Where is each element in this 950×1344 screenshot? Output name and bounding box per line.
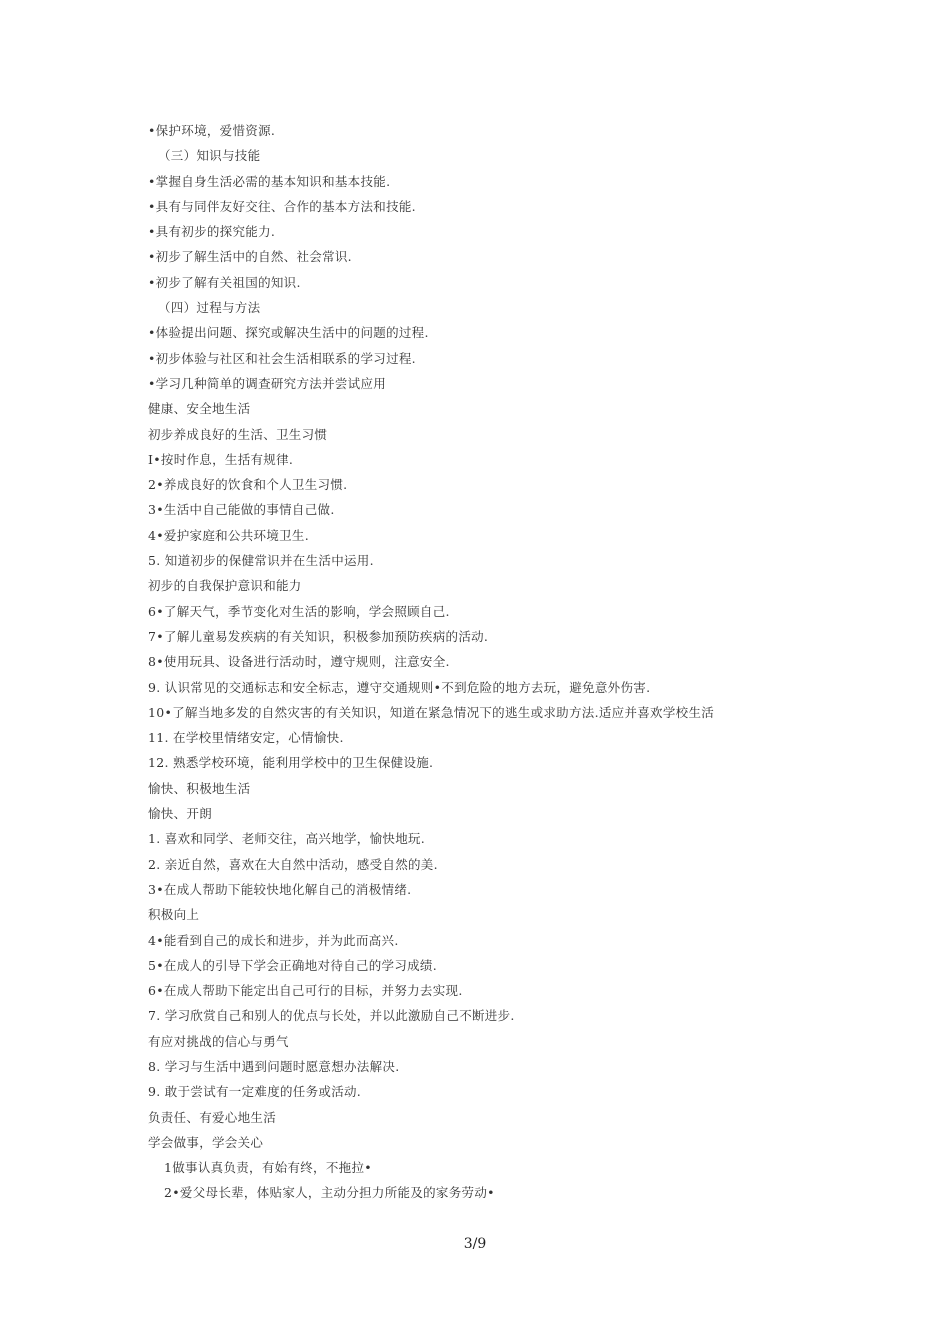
text-line: •具有初步的探究能力. (148, 224, 276, 240)
list-item: 6•了解天气，季节变化对生活的影响，学会照顾自己. (148, 603, 450, 619)
text-line: •具有与同伴友好交往、合作的基本方法和技能. (148, 198, 416, 214)
subheading: 愉快、开朗 (148, 806, 213, 822)
list-item: 11. 在学校里情绪安定，心情愉快. (148, 730, 344, 746)
list-item: 2•养成良好的饮食和个人卫生习惯. (148, 477, 348, 493)
list-item: 5. 知道初步的保健常识并在生活中运用. (148, 553, 374, 569)
list-item: 3•生活中自己能做的事情自己做. (148, 502, 335, 518)
list-item: 2. 亲近自然，喜欢在大自然中活动，感受自然的美. (148, 856, 438, 872)
list-item: 10•了解当地多发的自然灾害的有关知识，知道在紧急情况下的逃生或求助方法.适应并喜欢学校生活 (148, 704, 715, 720)
list-item: 1做事认真负责，有始有终，不拖拉• (164, 1160, 372, 1176)
list-item: 12. 熟悉学校环境，能利用学校中的卫生保健设施. (148, 755, 434, 771)
subheading: 积极向上 (148, 907, 200, 923)
list-item: 9. 敢于尝试有一定难度的任务或活动. (148, 1084, 362, 1100)
document-body (148, 118, 908, 1206)
text-line: •保护环境，爱惜资源. (148, 123, 276, 138)
list-item: 8•使用玩具、设备进行活动时，遵守规则，注意安全. (148, 654, 450, 670)
text-line: •初步体验与社区和社会生活相联系的学习过程. (148, 350, 416, 366)
subheading: 有应对挑战的信心与勇气 (148, 1033, 289, 1049)
list-item: 1. 喜欢和同学、老师交往，高兴地学，愉快地玩. (148, 831, 426, 847)
text-line: •掌握自身生活必需的基本知识和基本技能. (148, 173, 391, 189)
subheading: 负责任、有爱心地生活 (148, 1109, 277, 1125)
list-item: 8. 学习与生活中遇到问题时愿意想办法解决. (148, 1058, 400, 1074)
text-line: •学习几种简单的调查研究方法并尝试应用 (148, 375, 387, 391)
list-item: 7•了解儿童易发疾病的有关知识，积极参加预防疾病的活动. (148, 628, 489, 644)
section-heading: （三）知识与技能 (158, 148, 261, 164)
list-item: 6•在成人帮助下能定出自己可行的目标，并努力去实现. (148, 983, 463, 999)
subheading: 初步养成良好的生活、卫生习惯 (148, 426, 328, 442)
text-line: •初步了解生活中的自然、社会常识. (148, 249, 352, 265)
list-item: 3•在成人帮助下能较快地化解自己的消极情绪. (148, 881, 412, 897)
list-item: 7. 学习欣赏自己和别人的优点与长处，并以此激励自己不断进步. (148, 1008, 515, 1024)
list-item: 2•爱父母长辈，体贴家人，主动分担力所能及的家务劳动• (164, 1185, 495, 1201)
section-heading: （四）过程与方法 (158, 300, 261, 316)
list-item: 4•能看到自己的成长和进步，并为此而高兴. (148, 932, 399, 948)
list-item: 5•在成人的引导下学会正确地对待自己的学习成绩. (148, 957, 437, 973)
subheading: 愉快、积极地生活 (148, 780, 251, 796)
subheading: 学会做事，学会关心 (148, 1134, 264, 1150)
text-line: •初步了解有关祖国的知识. (148, 274, 301, 290)
list-item: 4•爱护家庭和公共环境卫生. (148, 527, 309, 543)
text-line: •体验提出问题、探究或解决生活中的问题的过程. (148, 325, 429, 341)
list-item: I•按时作息，生括有规律. (148, 451, 294, 467)
list-item: 9. 认识常见的交通标志和安全标志，遵守交通规则•不到危险的地方去玩，避免意外伤害. (148, 679, 651, 695)
page-number: 3/9 (463, 1236, 487, 1252)
subheading: 初步的自我保护意识和能力 (148, 578, 302, 594)
subheading: 健康、安全地生活 (148, 401, 251, 417)
